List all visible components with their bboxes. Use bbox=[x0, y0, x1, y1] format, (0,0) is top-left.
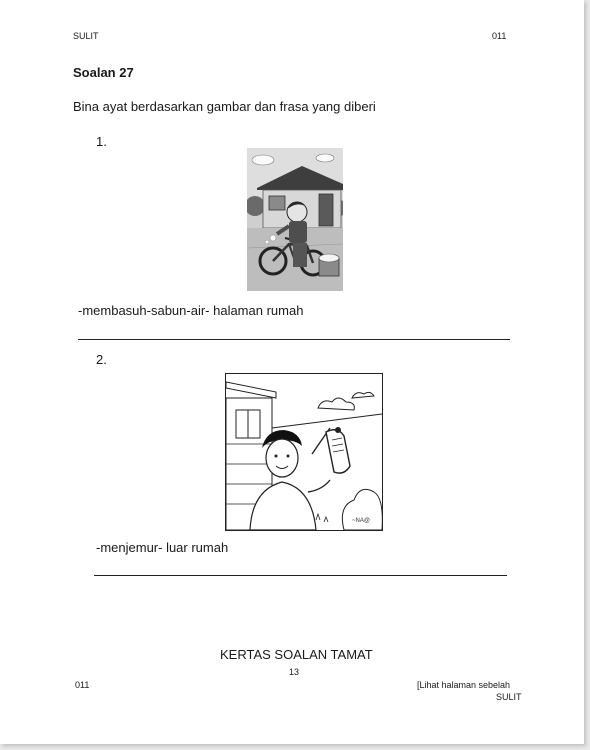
footer-sulit: SULIT bbox=[496, 692, 522, 702]
page-number: 13 bbox=[289, 667, 300, 677]
man-hanging-shoes-image bbox=[225, 373, 383, 531]
next-page-note: [Lihat halaman sebelah bbox=[417, 680, 511, 690]
question-instruction: Bina ayat berdasarkan gambar dan frasa yang diberi bbox=[73, 99, 376, 114]
end-of-paper-text: KERTAS SOALAN TAMAT bbox=[220, 647, 373, 662]
footer-code: 011 bbox=[75, 680, 90, 690]
item-1-number: 1. bbox=[96, 134, 107, 149]
header-sulit: SULIT bbox=[73, 31, 99, 41]
image-watermark: ~NA@ bbox=[352, 518, 370, 524]
item-2-number: 2. bbox=[96, 352, 107, 367]
boy-washing-bicycle-image bbox=[247, 148, 343, 291]
question-title: Soalan 27 bbox=[73, 65, 134, 80]
item-1-answer-line bbox=[78, 339, 510, 340]
item-1-phrase: -membasuh-sabun-air- halaman rumah bbox=[78, 303, 304, 318]
header-code: 011 bbox=[492, 31, 507, 41]
item-2-phrase: -menjemur- luar rumah bbox=[96, 540, 229, 555]
item-2-answer-line bbox=[94, 575, 507, 576]
